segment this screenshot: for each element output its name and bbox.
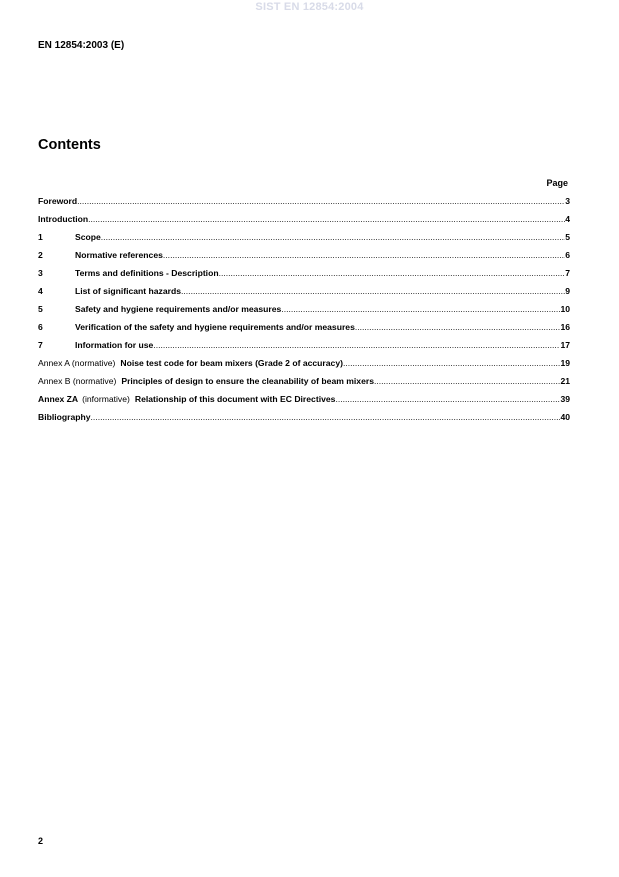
document-id: EN 12854:2003 (E) xyxy=(38,40,125,51)
toc-entry-page: 4 xyxy=(565,214,570,224)
toc-entry-page: 17 xyxy=(560,340,570,350)
toc-entry[interactable] xyxy=(38,394,570,412)
toc-entry-page: 40 xyxy=(560,412,570,422)
toc-entry-title: Terms and definitions - Description xyxy=(75,268,219,278)
toc-dot-leader xyxy=(355,322,561,332)
toc-entry[interactable] xyxy=(38,232,570,250)
contents-heading: Contents xyxy=(38,137,101,153)
toc-entry-title: Introduction xyxy=(38,214,89,224)
toc-entry-page: 39 xyxy=(560,394,570,404)
toc-entry-title: Principles of design to ensure the cleanability of beam mixers xyxy=(121,376,374,386)
toc-dot-leader xyxy=(343,358,560,368)
table-of-contents xyxy=(38,196,570,430)
toc-dot-leader xyxy=(281,304,560,314)
footer-page-number: 2 xyxy=(38,836,44,846)
toc-entry-title: Foreword xyxy=(38,196,78,206)
toc-entry-page: 21 xyxy=(560,376,570,386)
toc-dot-leader xyxy=(374,376,560,386)
toc-dot-leader xyxy=(163,250,565,260)
toc-entry-title: List of significant hazards xyxy=(75,286,182,296)
page-column-label: Page xyxy=(546,178,568,188)
toc-entry[interactable] xyxy=(38,268,570,286)
toc-entry-page: 6 xyxy=(565,250,570,260)
toc-entry-page: 3 xyxy=(565,196,570,206)
toc-entry-title: Bibliography xyxy=(38,412,91,422)
toc-dot-leader xyxy=(91,412,561,422)
toc-dot-leader xyxy=(77,196,565,206)
toc-entry-number: 2 xyxy=(38,250,43,260)
toc-entry-number: 4 xyxy=(38,286,43,296)
toc-entry-title: Relationship of this document with EC Directives xyxy=(134,394,336,404)
toc-entry-page: 16 xyxy=(560,322,570,332)
toc-entry-page: 5 xyxy=(565,232,570,242)
toc-entry-number: 1 xyxy=(38,232,43,242)
toc-entry[interactable] xyxy=(38,196,570,214)
toc-entry[interactable] xyxy=(38,358,570,376)
toc-entry-title: Safety and hygiene requirements and/or measures xyxy=(75,304,282,314)
toc-entry[interactable] xyxy=(38,250,570,268)
toc-entry[interactable] xyxy=(38,340,570,358)
toc-entry[interactable] xyxy=(38,214,570,232)
toc-entry-title: Information for use xyxy=(75,340,154,350)
toc-entry-page: 19 xyxy=(560,358,570,368)
toc-entry-page: 10 xyxy=(560,304,570,314)
toc-entry-annex-label: Annex ZA xyxy=(38,394,79,404)
toc-dot-leader xyxy=(219,268,566,278)
toc-dot-leader xyxy=(153,340,560,350)
toc-entry-title: Scope xyxy=(75,232,101,242)
toc-dot-leader xyxy=(181,286,565,296)
toc-entry-annex-type: (informative) xyxy=(82,394,130,404)
toc-entry-title: Verification of the safety and hygiene requirements and/or measures xyxy=(75,322,355,332)
toc-entry-number: 6 xyxy=(38,322,43,332)
toc-dot-leader xyxy=(101,232,565,242)
toc-entry[interactable] xyxy=(38,304,570,322)
toc-entry-annex-label: Annex A (normative) xyxy=(38,358,116,368)
toc-entry[interactable] xyxy=(38,412,570,430)
toc-dot-leader xyxy=(335,394,560,404)
toc-entry-title: Normative references xyxy=(75,250,163,260)
watermark: SIST EN 12854:2004 xyxy=(255,1,364,13)
toc-entry-number: 5 xyxy=(38,304,43,314)
toc-entry[interactable] xyxy=(38,322,570,340)
toc-entry-title: Noise test code for beam mixers (Grade 2 of accuracy) xyxy=(120,358,343,368)
toc-dot-leader xyxy=(88,214,565,224)
toc-entry[interactable] xyxy=(38,286,570,304)
toc-entry-annex-label: Annex B (normative) xyxy=(38,376,117,386)
toc-entry-number: 3 xyxy=(38,268,43,278)
toc-entry-page: 9 xyxy=(565,286,570,296)
toc-entry-page: 7 xyxy=(565,268,570,278)
toc-entry-number: 7 xyxy=(38,340,43,350)
toc-entry[interactable] xyxy=(38,376,570,394)
